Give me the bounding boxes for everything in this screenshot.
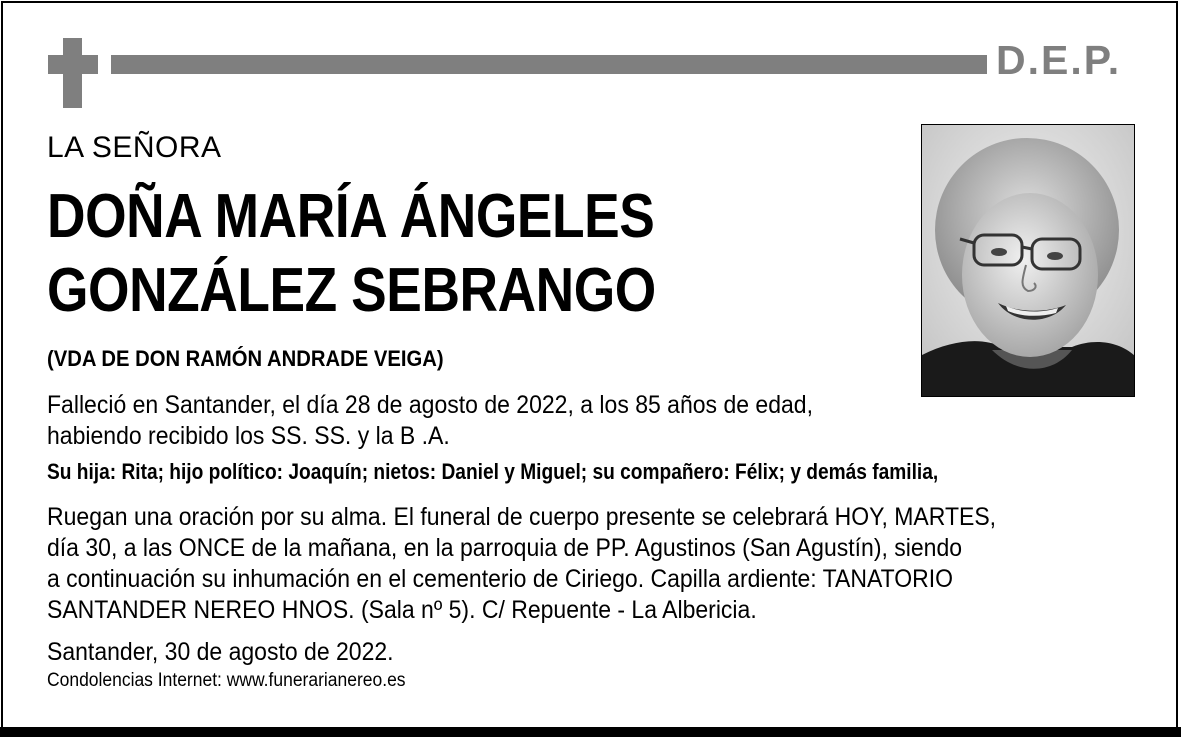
family-list: Su hija: Rita; hijo político: Joaquín; nietos: Daniel y Miguel; su compañero: Félix; y demás familia, <box>47 459 939 484</box>
death-line-2: habiendo recibido los SS. SS. y la B .A. <box>47 422 450 450</box>
deceased-name-line-2: GONZÁLEZ SEBRANGO <box>47 256 656 325</box>
widow-of: (VDA DE DON RAMÓN ANDRADE VEIGA) <box>47 346 444 371</box>
place-date: Santander, 30 de agosto de 2022. <box>47 638 394 666</box>
funeral-line-3: a continuación su inhumación en el cementerio de Ciriego. Capilla ardiente: TANATORIO <box>47 565 953 593</box>
deceased-name-line-1: DOÑA MARÍA ÁNGELES <box>47 182 655 251</box>
portrait-photo <box>921 124 1135 397</box>
condolences-link[interactable]: Condolencias Internet: www.funerarianereo.es <box>47 670 406 691</box>
funeral-line-4: SANTANDER NEREO HNOS. (Sala nº 5). C/ Repuente - La Albericia. <box>47 596 757 624</box>
death-line-1: Falleció en Santander, el día 28 de agosto de 2022, a los 85 años de edad, <box>47 391 813 419</box>
dep-label: D.E.P. <box>996 37 1122 83</box>
title-prefix: LA SEÑORA <box>47 131 222 164</box>
header-rule <box>111 55 987 74</box>
funeral-line-1: Ruegan una oración por su alma. El funeral de cuerpo presente se celebrará HOY, MARTES, <box>47 503 997 531</box>
bottom-rule <box>0 727 1181 737</box>
funeral-line-2: día 30, a las ONCE de la mañana, en la parroquia de PP. Agustinos (San Agustín), siendo <box>47 534 963 562</box>
